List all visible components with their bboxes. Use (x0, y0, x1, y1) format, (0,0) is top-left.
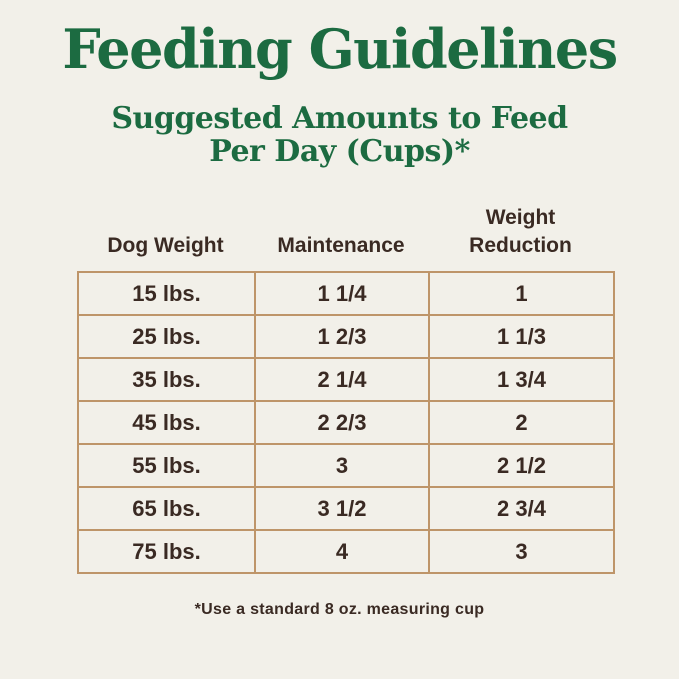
column-header-weight-reduction: Weight Reduction (469, 206, 572, 257)
cell-dog-weight: 35 lbs. (78, 358, 255, 401)
subtitle-line-2: Per Day (Cups)* (209, 134, 470, 170)
cell-weight-reduction: 1 3/4 (429, 358, 614, 401)
table-column-headers (77, 198, 613, 260)
cell-maintenance: 1 2/3 (255, 315, 429, 358)
cell-weight-reduction: 1 (429, 272, 614, 315)
table-row (78, 444, 614, 487)
cell-weight-reduction: 1 1/3 (429, 315, 614, 358)
table-row (78, 530, 614, 573)
cell-maintenance: 2 1/4 (255, 358, 429, 401)
column-header-maintenance: Maintenance (277, 234, 405, 257)
table-row (78, 487, 614, 530)
cell-dog-weight: 15 lbs. (78, 272, 255, 315)
table-row (78, 315, 614, 358)
page-subtitle (0, 102, 679, 168)
cell-maintenance: 2 2/3 (255, 401, 429, 444)
feeding-table-area (77, 198, 613, 574)
cell-weight-reduction: 2 1/2 (429, 444, 614, 487)
cell-dog-weight: 45 lbs. (78, 401, 255, 444)
subtitle-line-1: Suggested Amounts to Feed (111, 101, 568, 137)
table-row (78, 272, 614, 315)
page-title: Feeding Guidelines (62, 17, 617, 81)
table-row (78, 358, 614, 401)
cell-weight-reduction: 2 (429, 401, 614, 444)
footnote: *Use a standard 8 oz. measuring cup (194, 601, 485, 618)
cell-dog-weight: 65 lbs. (78, 487, 255, 530)
cell-maintenance: 3 1/2 (255, 487, 429, 530)
cell-dog-weight: 55 lbs. (78, 444, 255, 487)
cell-maintenance: 4 (255, 530, 429, 573)
table-row (78, 401, 614, 444)
cell-maintenance: 1 1/4 (255, 272, 429, 315)
column-header-dog-weight: Dog Weight (107, 234, 224, 257)
cell-dog-weight: 25 lbs. (78, 315, 255, 358)
cell-maintenance: 3 (255, 444, 429, 487)
cell-dog-weight: 75 lbs. (78, 530, 255, 573)
feeding-table (77, 271, 615, 574)
cell-weight-reduction: 2 3/4 (429, 487, 614, 530)
cell-weight-reduction: 3 (429, 530, 614, 573)
